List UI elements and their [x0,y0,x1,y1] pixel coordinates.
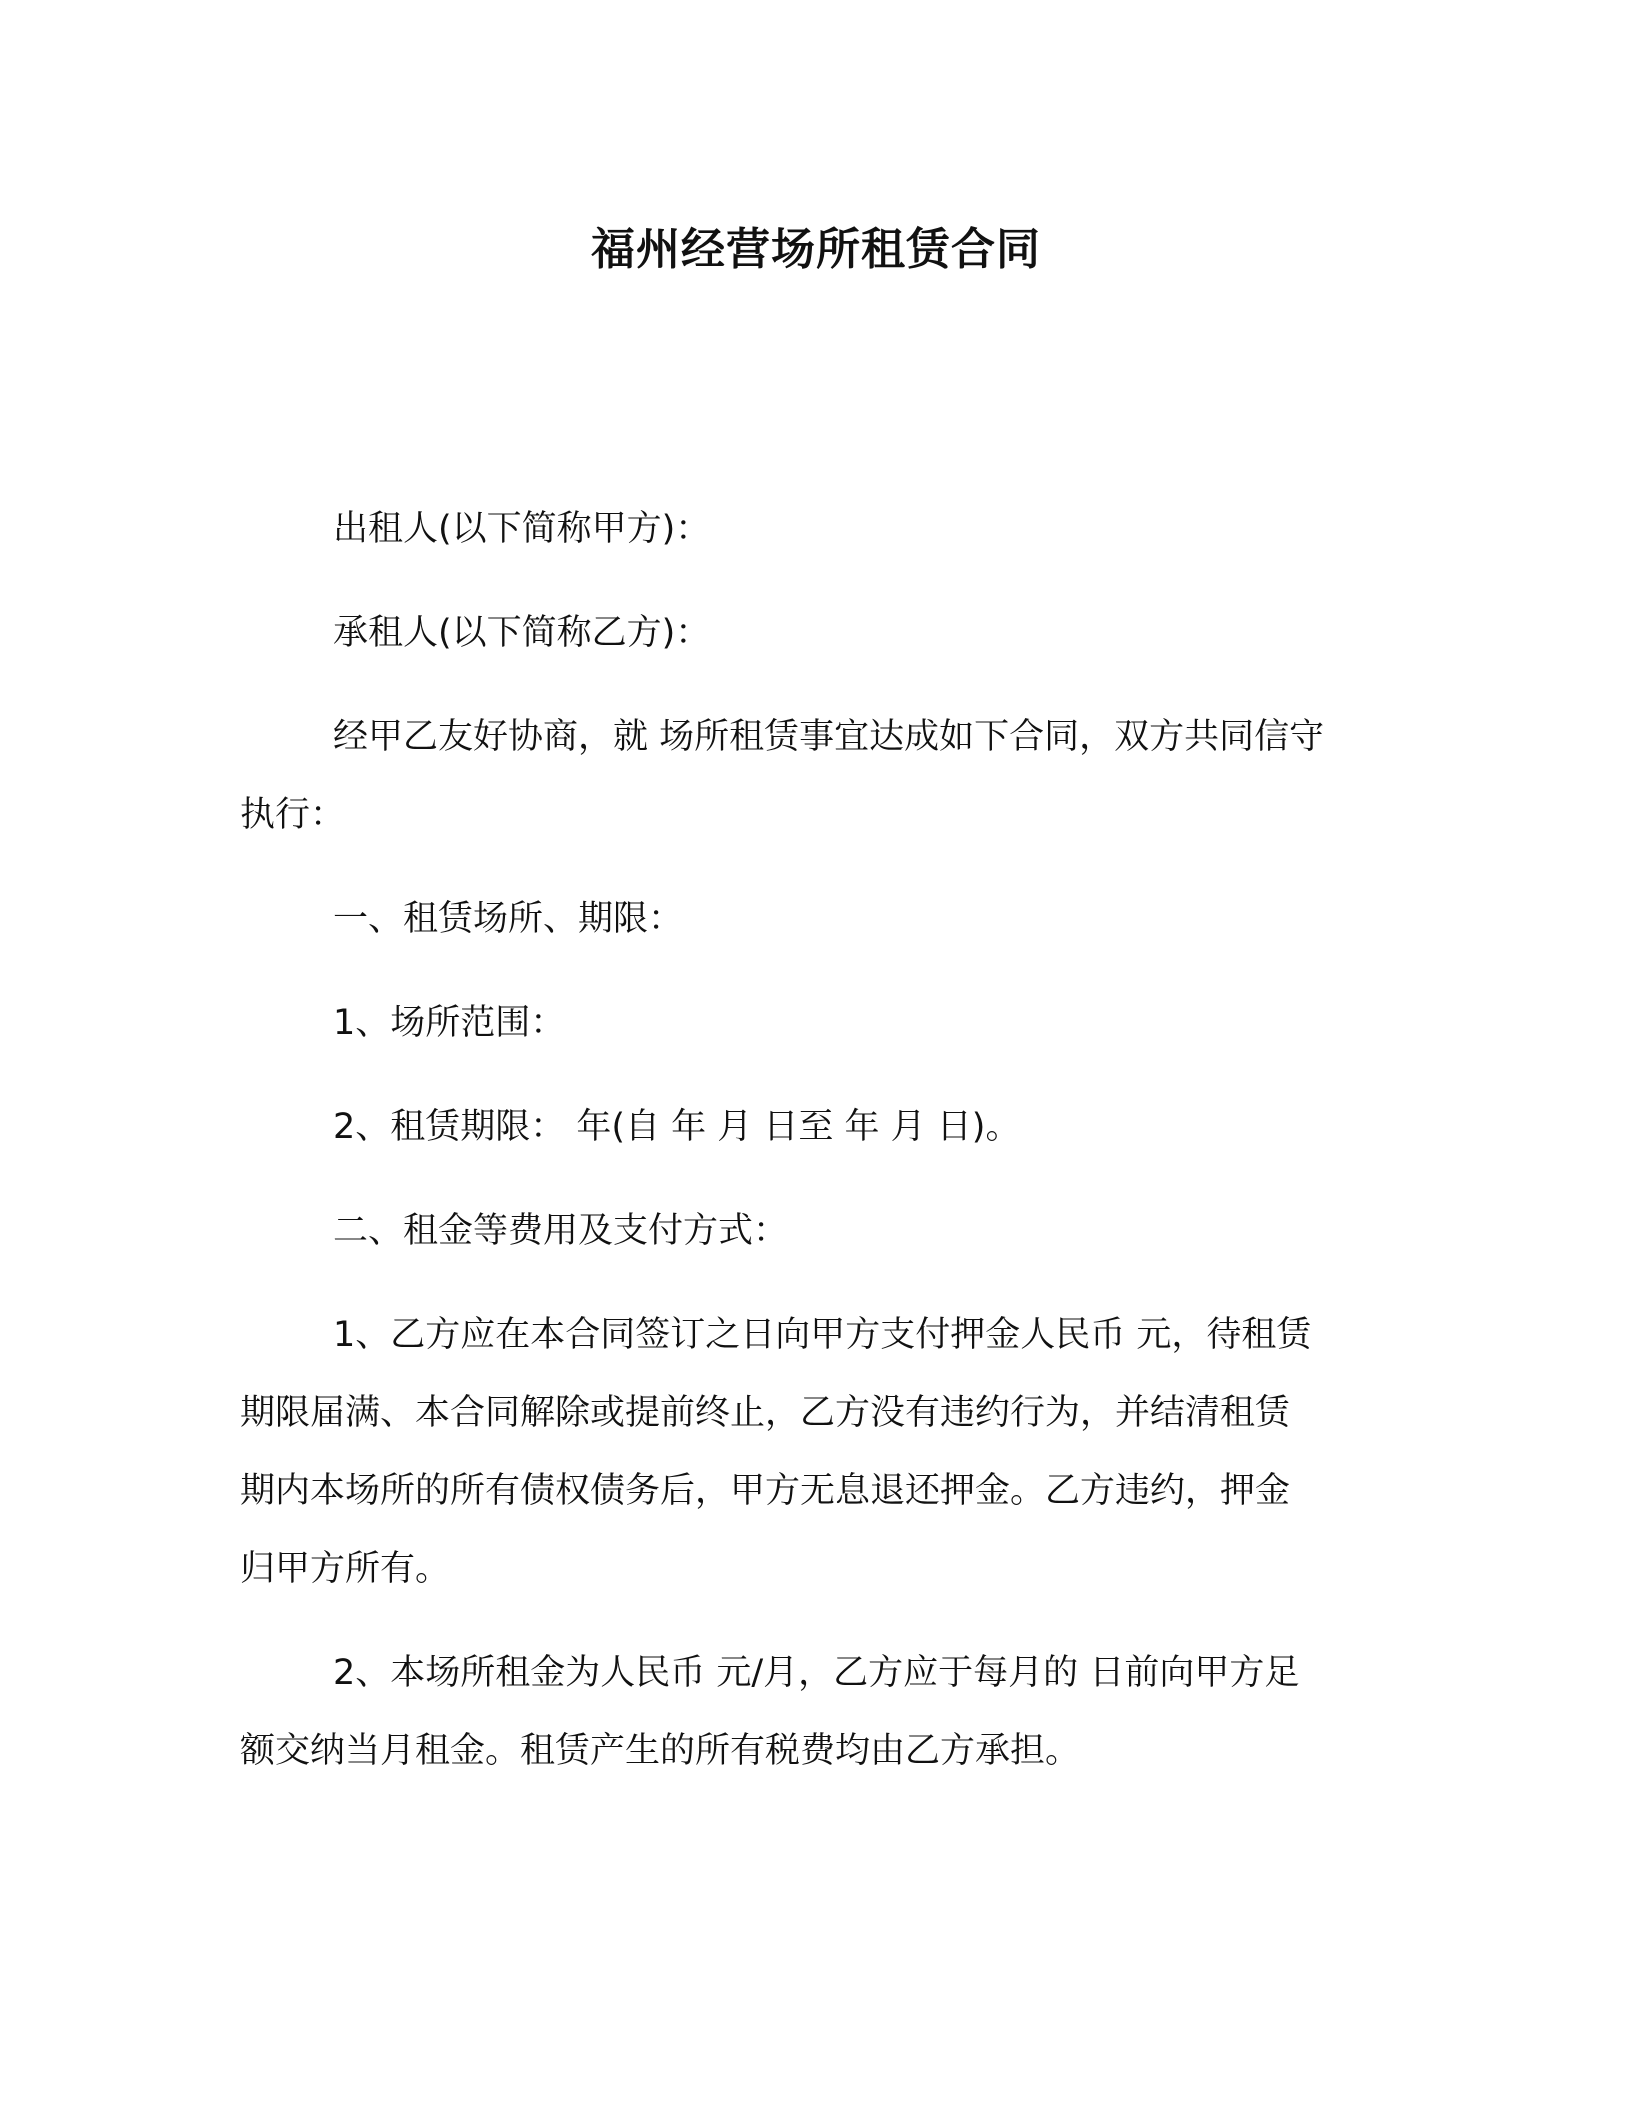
section-2-item-1-line-2: 期限届满、本合同解除或提前终止，乙方没有违约行为，并结清租赁 [240,1393,1291,1433]
party-a-text: 出租人(以下简称甲方)： [333,509,711,549]
section-2-item-1-line-1: 1、乙方应在本合同签订之日向甲方支付押金人民币 元，待租赁 [333,1315,1312,1355]
intro-line-2: 执行： [240,795,346,835]
section-2-item-1-line-3: 期内本场所的所有债权债务后，甲方无息退还押金。乙方违约，押金 [240,1471,1291,1511]
party-b-line [240,594,1390,672]
section-1-heading [240,880,1390,958]
party-b-text: 承租人(以下简称乙方)： [333,613,711,653]
section-2-heading-text: 二、租金等费用及支付方式： [333,1211,789,1251]
section-2-item-2-line-2: 额交纳当月租金。租赁产生的所有税费均由乙方承担。 [240,1731,1081,1771]
section-2-item-2-line-1: 2、本场所租金为人民币 元/月，乙方应于每月的 日前向甲方足 [333,1653,1300,1693]
section-1-item-2 [240,1088,1390,1166]
document-title: 福州经营场所租赁合同 [591,224,1041,275]
section-1-item-1 [240,984,1390,1062]
section-1-item-1-text: 1、场所范围： [333,1003,566,1043]
intro-paragraph [240,698,1390,854]
section-2-item-1-line-4: 归甲方所有。 [240,1549,451,1589]
section-2-item-1 [240,1296,1390,1608]
section-1-heading-text: 一、租赁场所、期限： [333,899,684,939]
section-2-heading [240,1192,1390,1270]
section-2-item-2 [240,1634,1390,1790]
intro-line-1: 经甲乙友好协商，就 场所租赁事宜达成如下合同，双方共同信守 [333,717,1325,757]
section-1-item-2-text: 2、租赁期限： 年(自 年 月 日至 年 月 日)。 [333,1107,1021,1147]
party-a-line [240,490,1390,568]
